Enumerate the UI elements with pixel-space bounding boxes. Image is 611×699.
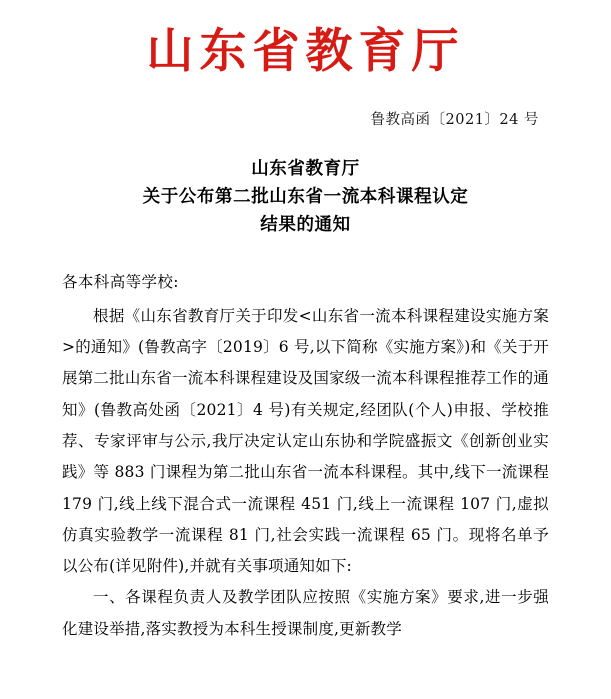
title-line-2: 关于公布第二批山东省一流本科课程认定 — [142, 187, 469, 208]
title-line-1: 山东省教育厅 — [251, 158, 360, 179]
title-line-3: 结果的通知 — [260, 215, 351, 236]
body-paragraph-1: 根据《山东省教育厅关于印发<山东省一流本科课程建设实施方案>的通知》(鲁教高字〔2019〕6 号,以下简称《实施方案》)和《关于开展第二批山东省一流本科课程建设及国家级一流本科课程推荐工作的通知》(鲁教高处函〔2021〕4 号)有关规定,经团队(个人)申报、学校推荐、专家评审与公示,我厅决定认定山东协和学院盛振文《创新创业实践》等 883 门课程为第二批山东省一流本科课程。其中,线下一流课程 179 门,线上线下混合式一流课程 451 门,线上一流课程 107 门,虚拟仿真实验教学一流课程 81 门,社会实践一流课程 65 门。现将名单予以公布(详见附件),并就有关事项通知如下: — [62, 306, 549, 576]
salutation: 各本科高等学校: — [62, 272, 179, 291]
letterhead-title: 山东省教育厅 — [146, 24, 465, 79]
body-paragraph-2: 一、各课程负责人及教学团队应按照《实施方案》要求,进一步强化建设举措,落实教授为本科生授课制度,更新教学 — [62, 588, 549, 638]
document-number: 鲁教高函〔2021〕24 号 — [370, 111, 539, 128]
document-title — [62, 155, 549, 240]
